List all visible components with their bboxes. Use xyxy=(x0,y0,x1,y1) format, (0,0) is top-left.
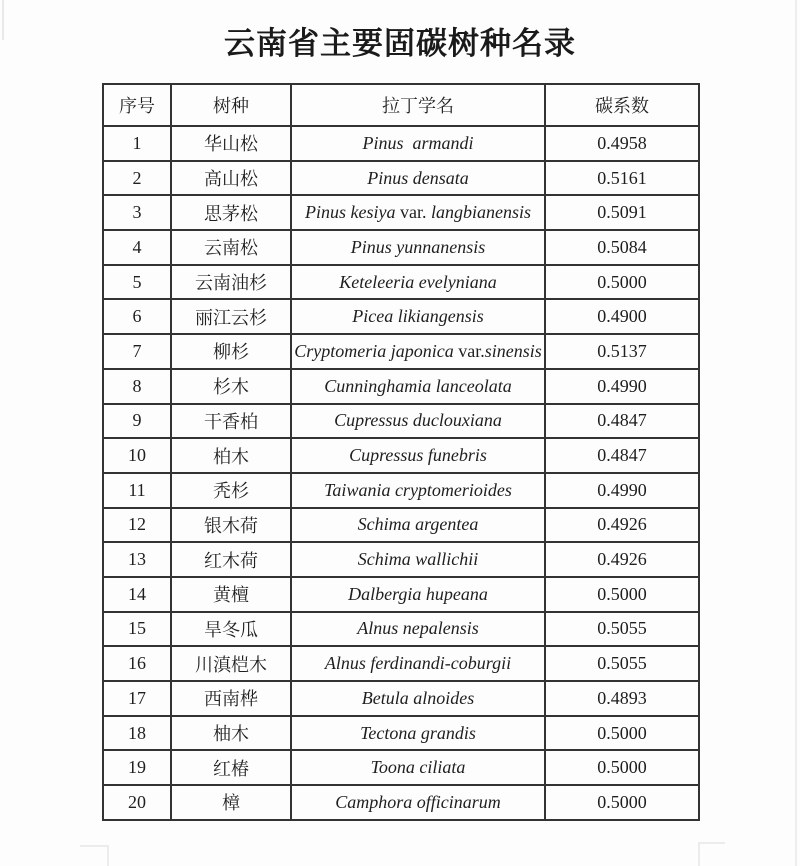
latin-name-segment: Cupressus duclouxiana xyxy=(334,410,502,431)
table-row xyxy=(103,334,699,369)
coefficient-cell: 0.4893 xyxy=(545,681,699,716)
carbon-species-table xyxy=(102,83,700,821)
latin-name-cell xyxy=(291,369,545,404)
table-row xyxy=(103,785,699,820)
latin-name-cell xyxy=(291,404,545,439)
latin-name-cell xyxy=(291,473,545,508)
row-number-cell: 6 xyxy=(103,299,171,334)
coefficient-cell: 0.4926 xyxy=(545,542,699,577)
table-row xyxy=(103,369,699,404)
latin-name-cell xyxy=(291,646,545,681)
species-cell: 樟 xyxy=(171,785,291,820)
table-row xyxy=(103,473,699,508)
coefficient-cell: 0.5084 xyxy=(545,230,699,265)
table-row xyxy=(103,195,699,230)
latin-name-segment: Alnus nepalensis xyxy=(357,618,479,639)
species-cell: 杉木 xyxy=(171,369,291,404)
latin-name-segment: Pinus armandi xyxy=(362,132,474,153)
latin-name-cell xyxy=(291,577,545,612)
table-row xyxy=(103,750,699,785)
latin-name-segment: Tectona grandis xyxy=(360,722,476,743)
corner-mark-right xyxy=(698,842,725,866)
latin-name-segment: Betula alnoides xyxy=(361,687,475,708)
species-cell: 柳杉 xyxy=(171,334,291,369)
page-edge-artifact-right xyxy=(795,0,797,866)
table-row xyxy=(103,404,699,439)
table-row xyxy=(103,577,699,612)
row-number-cell: 4 xyxy=(103,230,171,265)
table-header xyxy=(103,84,699,126)
species-cell: 高山松 xyxy=(171,161,291,196)
species-cell: 银木荷 xyxy=(171,508,291,543)
latin-name-segment: Dalbergia hupeana xyxy=(348,583,488,604)
coefficient-cell: 0.4847 xyxy=(545,438,699,473)
header-carbon-coefficient: 碳系数 xyxy=(545,84,699,126)
table-row xyxy=(103,508,699,543)
table-row xyxy=(103,612,699,647)
species-cell: 红木荷 xyxy=(171,542,291,577)
species-cell: 云南油杉 xyxy=(171,265,291,300)
table-row xyxy=(103,716,699,751)
latin-name-segment: Schima argentea xyxy=(357,514,479,535)
species-cell: 川滇桤木 xyxy=(171,646,291,681)
row-number-cell: 10 xyxy=(103,438,171,473)
coefficient-cell: 0.4958 xyxy=(545,126,699,161)
header-latin-name: 拉丁学名 xyxy=(291,84,545,126)
species-cell: 秃杉 xyxy=(171,473,291,508)
table-body xyxy=(103,126,699,820)
table-row xyxy=(103,299,699,334)
species-cell: 干香柏 xyxy=(171,404,291,439)
row-number-cell: 11 xyxy=(103,473,171,508)
latin-name-segment: Pinus kesiya xyxy=(305,202,400,223)
row-number-cell: 8 xyxy=(103,369,171,404)
row-number-cell: 16 xyxy=(103,646,171,681)
table-row xyxy=(103,438,699,473)
latin-name-segment: Pinus densata xyxy=(367,167,469,188)
latin-name-cell xyxy=(291,195,545,230)
species-cell: 黄檀 xyxy=(171,577,291,612)
latin-name-segment: Picea likiangensis xyxy=(352,306,484,327)
coefficient-cell: 0.4900 xyxy=(545,299,699,334)
corner-mark-left xyxy=(80,845,109,866)
table-row xyxy=(103,161,699,196)
row-number-cell: 14 xyxy=(103,577,171,612)
header-number: 序号 xyxy=(103,84,171,126)
species-cell: 红椿 xyxy=(171,750,291,785)
species-cell: 西南桦 xyxy=(171,681,291,716)
latin-name-segment: Cupressus funebris xyxy=(349,445,487,466)
latin-name-segment: sinensis xyxy=(484,340,542,361)
row-number-cell: 1 xyxy=(103,126,171,161)
row-number-cell: 15 xyxy=(103,612,171,647)
row-number-cell: 9 xyxy=(103,404,171,439)
latin-name-segment: Cryptomeria japonica xyxy=(294,340,459,361)
table-row xyxy=(103,230,699,265)
coefficient-cell: 0.5091 xyxy=(545,195,699,230)
latin-name-cell xyxy=(291,612,545,647)
latin-name-segment: Taiwania cryptomerioides xyxy=(324,479,512,500)
latin-name-cell xyxy=(291,161,545,196)
latin-name-cell xyxy=(291,508,545,543)
coefficient-cell: 0.4926 xyxy=(545,508,699,543)
coefficient-cell: 0.5055 xyxy=(545,646,699,681)
row-number-cell: 13 xyxy=(103,542,171,577)
table-row xyxy=(103,646,699,681)
latin-name-cell xyxy=(291,785,545,820)
species-cell: 华山松 xyxy=(171,126,291,161)
latin-name-cell xyxy=(291,126,545,161)
table-row xyxy=(103,542,699,577)
latin-name-segment: Cunninghamia lanceolata xyxy=(324,375,512,396)
latin-name-segment: Schima wallichii xyxy=(357,549,479,570)
coefficient-cell: 0.4847 xyxy=(545,404,699,439)
latin-name-cell xyxy=(291,542,545,577)
latin-name-cell xyxy=(291,716,545,751)
row-number-cell: 3 xyxy=(103,195,171,230)
row-number-cell: 20 xyxy=(103,785,171,820)
coefficient-cell: 0.5055 xyxy=(545,612,699,647)
coefficient-cell: 0.4990 xyxy=(545,473,699,508)
header-species: 树种 xyxy=(171,84,291,126)
latin-name-cell xyxy=(291,681,545,716)
species-cell: 柏木 xyxy=(171,438,291,473)
species-cell: 旱冬瓜 xyxy=(171,612,291,647)
coefficient-cell: 0.5000 xyxy=(545,750,699,785)
latin-name-cell xyxy=(291,265,545,300)
coefficient-cell: 0.5137 xyxy=(545,334,699,369)
latin-name-segment: Keteleeria evelyniana xyxy=(339,271,497,292)
row-number-cell: 2 xyxy=(103,161,171,196)
latin-name-cell xyxy=(291,230,545,265)
latin-name-segment: Alnus ferdinandi-coburgii xyxy=(324,653,512,674)
table-row xyxy=(103,265,699,300)
page-title: 云南省主要固碳树种名录 xyxy=(224,26,576,61)
table-row xyxy=(103,681,699,716)
table-header-row xyxy=(103,84,699,126)
species-cell: 柚木 xyxy=(171,716,291,751)
coefficient-cell: 0.5161 xyxy=(545,161,699,196)
latin-name-segment: langbianensis xyxy=(430,202,531,223)
latin-name-cell xyxy=(291,299,545,334)
latin-name-segment: Camphora officinarum xyxy=(335,791,501,812)
row-number-cell: 7 xyxy=(103,334,171,369)
row-number-cell: 18 xyxy=(103,716,171,751)
row-number-cell: 12 xyxy=(103,508,171,543)
table-row xyxy=(103,126,699,161)
coefficient-cell: 0.5000 xyxy=(545,265,699,300)
species-cell: 丽江云杉 xyxy=(171,299,291,334)
coefficient-cell: 0.5000 xyxy=(545,577,699,612)
species-cell: 思茅松 xyxy=(171,195,291,230)
latin-name-segment: var. xyxy=(399,202,431,223)
coefficient-cell: 0.5000 xyxy=(545,785,699,820)
latin-name-segment: var. xyxy=(458,340,485,361)
coefficient-cell: 0.5000 xyxy=(545,716,699,751)
latin-name-cell xyxy=(291,334,545,369)
row-number-cell: 19 xyxy=(103,750,171,785)
latin-name-segment: Pinus yunnanensis xyxy=(350,236,486,257)
row-number-cell: 5 xyxy=(103,265,171,300)
latin-name-cell xyxy=(291,438,545,473)
latin-name-segment: Toona ciliata xyxy=(370,757,466,778)
coefficient-cell: 0.4990 xyxy=(545,369,699,404)
latin-name-cell xyxy=(291,750,545,785)
row-number-cell: 17 xyxy=(103,681,171,716)
species-cell: 云南松 xyxy=(171,230,291,265)
